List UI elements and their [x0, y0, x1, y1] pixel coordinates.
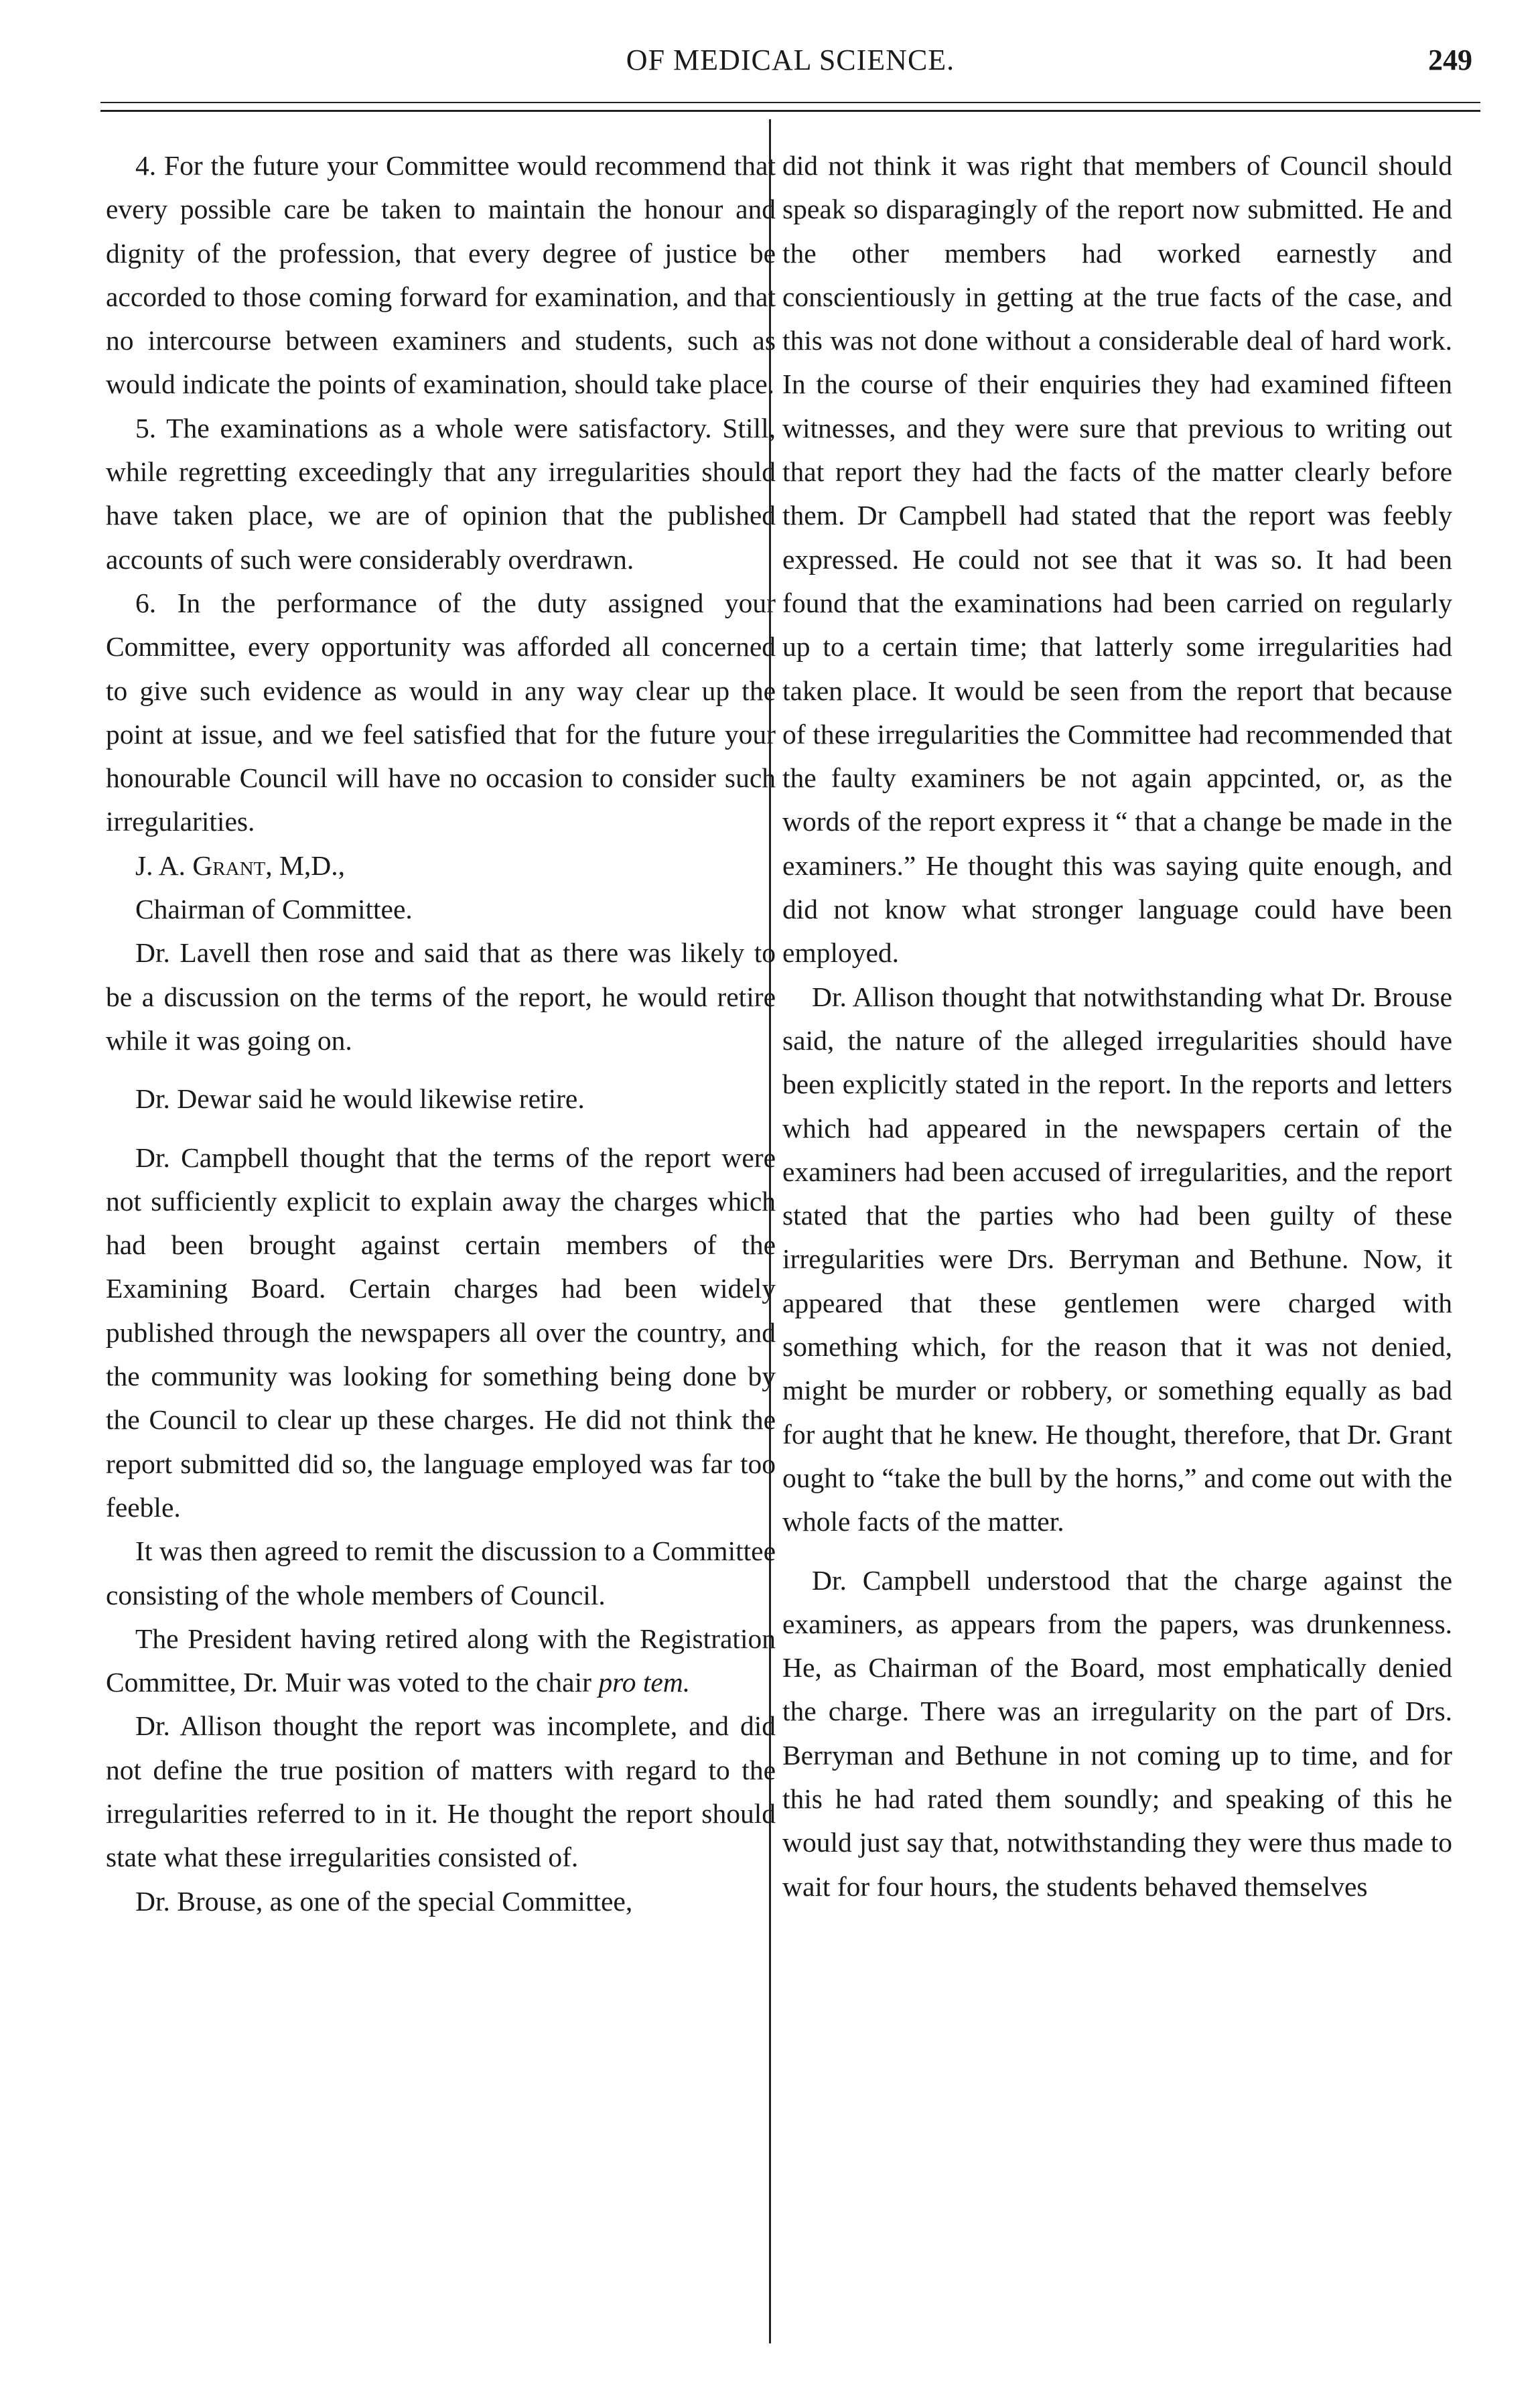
- paragraph-campbell-2: Dr. Campbell understood that the charge against the examiners, as appears from the papers, was drunkenness. He, as Chairman of the Board, most emphatically denied the charge. There was an irregularity on the part of Drs. Berryman and Bethune in not coming up to time, and for this he had rated them soundly; and speaking of this he would just say that, notwithstanding they were thus made to wait for four hours, the students behaved themselves: [782, 1564, 1452, 1902]
- signature-name-text: J. A. Grant, M,D.,: [135, 849, 345, 881]
- right-column: [782, 144, 1452, 1909]
- paragraph-campbell-1: Dr. Campbell thought that the terms of the report were not sufficiently explicit to explain away the charges which had been brought against certain members of the Examining Board. Certain charges had been widely published through the newspapers all over the country, and the community was looking for something being done by the Council to clear up these charges. He did not think the report submitted did so, the language employed was far too feeble.: [106, 1142, 776, 1523]
- signature-name: [106, 844, 776, 888]
- paragraph-lavell: Dr. Lavell then rose and said that as there was likely to be a discussion on the terms of the report, he would retire while it was going on.: [106, 937, 776, 1056]
- page-number: 249: [1428, 44, 1472, 76]
- page-header: [100, 43, 1480, 98]
- running-head: OF MEDICAL SCIENCE.: [626, 44, 955, 76]
- paragraph-president: [106, 1617, 776, 1705]
- paragraph-brouse-start: Dr. Brouse, as one of the special Committee,: [135, 1885, 633, 1917]
- signature-title: Chairman of Committee.: [135, 894, 413, 925]
- paragraph-agreed: It was then agreed to remit the discussion to a Committee consisting of the whole members of Council.: [106, 1535, 776, 1610]
- header-rule-thin: [100, 102, 1480, 103]
- header-rule-thick: [100, 110, 1480, 112]
- left-column: [106, 144, 776, 1923]
- paragraph-dewar: Dr. Dewar said he would likewise retire.: [135, 1083, 585, 1115]
- president-text: The President having retired along with the Registration Committee, Dr. Muir was voted to the chair: [106, 1623, 776, 1698]
- pro-tem-italic: pro tem.: [598, 1667, 691, 1698]
- paragraph-examinations-5: 5. The examinations as a whole were satisfactory. Still, while regretting exceedingly that any irregularities should have taken place, we are of opinion that the published accounts of such were considerably overdrawn.: [106, 412, 776, 575]
- paragraph-brouse-cont: did not think it was right that members of Council should speak so disparagingly of the report now submitted. He and the other members had worked earnestly and conscientiously in getting at the true facts of the case, and this was not done without a considerable deal of hard work. In the course of their enquiries they had examined fifteen witnesses, and they were sure that previous to writing out that report they had the facts of the matter clearly before them. Dr Campbell had stated that the report was feebly expressed. He could not see that it was so. It had been found that the examinations had been carried on regularly up to a certain time; that latterly some irregularities had taken place. It would be seen from the report that because of these irregularities the Committee had recommended that the faulty examiners be not again appcinted, or, as the words of the report express it “ that a change be made in the examiners.” He thought this was saying quite enough, and did not know what stronger language could have been employed.: [782, 150, 1452, 969]
- paragraph-allison-2: Dr. Allison thought that notwithstanding what Dr. Brouse said, the nature of the alleged irregularities should have been explicitly stated in the report. In the reports and letters which had appeared in the newspapers certain of the examiners had been accused of irregularities, and the report stated that the parties who had been guilty of these irregularities were Drs. Berryman and Bethune. Now, it appeared that these gentlemen were charged with something which, for the reason that it was not denied, might be murder or robbery, or something equally as bad for aught that he knew. He thought, therefore, that Dr. Grant ought to “take the bull by the horns,” and come out with the whole facts of the matter.: [782, 981, 1452, 1537]
- paragraph-recommendation-4: 4. For the future your Committee would recommend that every possible care be taken to maintain the honour and dignity of the profession, that every degree of justice be accorded to those coming forward for examination, and that no intercourse between examiners and students, such as would indicate the points of examination, should take place.: [106, 150, 776, 400]
- paragraph-duty-6: 6. In the performance of the duty assigned your Committee, every opportunity was afforded all concerned to give such evidence as would in any way clear up the point at issue, and we feel satisfied that for the future your honourable Council will have no occasion to consider such irregularities.: [106, 587, 776, 837]
- paragraph-allison-1: Dr. Allison thought the report was incomplete, and did not define the true position of matters with regard to the irregularities referred to in it. He thought the report should state what these irregularities consisted of.: [106, 1710, 776, 1873]
